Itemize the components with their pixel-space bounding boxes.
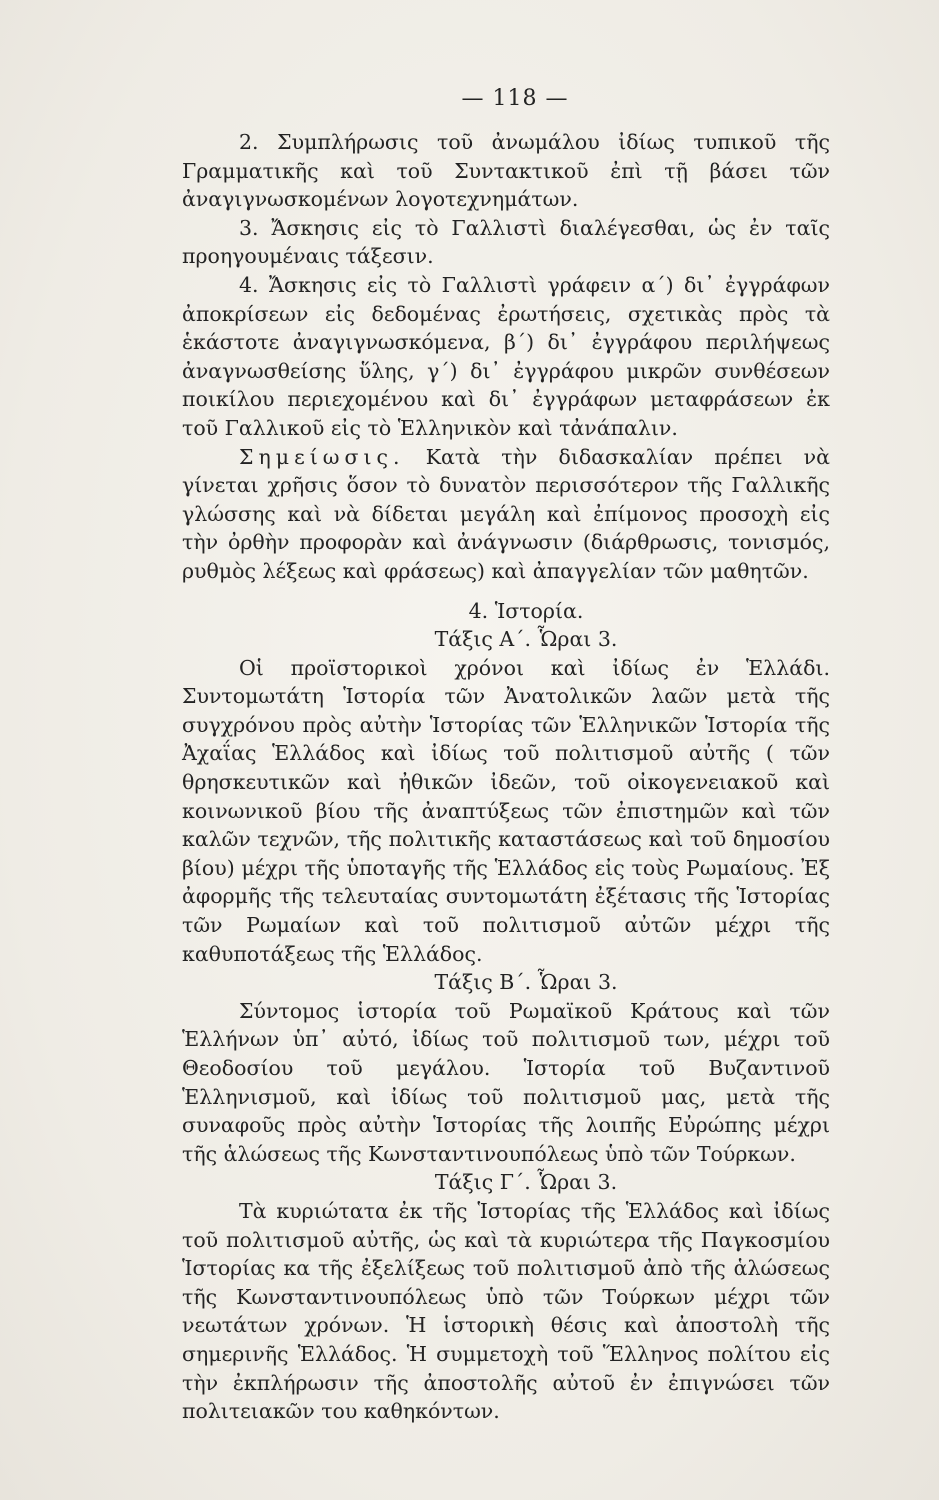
list-item-4: 4. Ἄσκησις εἰς τὸ Γαλλιστὶ γράφειν α΄) δι᾽ ἐγγράφων ἀποκρίσεων εἰς δεδομένας ἐρωτήσεις, σχετικὰς πρὸς τὰ ἑκάστοτε ἀναγιγνωσκόμενα, β΄) δι᾽ ἐγγράφου περιλήψεως ἀναγνωσθείσης ὕλης, γ΄) δι᾽ ἐγγράφου μικρῶν συνθέσεων ποικίλου περιεχομένου καὶ δι᾽ ἐγγράφων μεταφράσεων ἐκ τοῦ Γαλλικοῦ εἰς τὸ Ἑλληνικὸν καὶ τἀνάπαλιν. bbox=[182, 272, 830, 440]
class-b-heading: Τάξις Β΄. Ὧραι 3. bbox=[434, 970, 618, 995]
note-label: Σημείωσις. bbox=[239, 444, 405, 469]
note-text: Κατὰ τὴν διδασκαλίαν πρέπει νὰ γίνεται χρῆσις ὅσον τὸ δυνατὸν περισσότερον τῆς Γαλλικῆς γλώσσης καὶ νὰ δίδεται μεγάλη καὶ ἐπίμονος προσοχὴ εἰς τὴν ὀρθὴν προφορὰν καὶ ἀνάγνωσιν (διάρθρωσις, τονισμός, ρυθμὸς λέξεως καὶ φράσεως) καὶ ἀπαγγελίαν τῶν μαθητῶν. bbox=[182, 444, 830, 583]
page-number: — 118 — bbox=[461, 86, 569, 111]
list-item-3: 3. Ἄσκησις εἰς τὸ Γαλλιστὶ διαλέγεσθαι, ὡς ἐν ταῖς προηγουμέναις τάξεσιν. bbox=[182, 215, 830, 269]
note-paragraph bbox=[182, 443, 830, 586]
list-item-2: 2. Συμπλήρωσις τοῦ ἀνωμάλου ἰδίως τυπικοῦ τῆς Γραμματικῆς καὶ τοῦ Συντακτικοῦ ἐπὶ τῇ βάσει τῶν ἀναγιγνωσκομένων λογοτεχνημάτων. bbox=[182, 130, 830, 212]
page-body bbox=[182, 128, 830, 1426]
class-c-heading: Τάξις Γ΄. Ὧραι 3. bbox=[434, 1170, 618, 1195]
class-c-text: Τὰ κυριώτατα ἐκ τῆς Ἱστορίας τῆς Ἑλλάδος καὶ ἰδίως τοῦ πολιτισμοῦ αὐτῆς, ὡς καὶ τὰ κυριώτερα τῆς Παγκοσμίου Ἱστορίας κα τῆς ἐξελίξεως τοῦ πολιτισμοῦ ἀπὸ τῆς ἁλώσεως τῆς Κωνσταντινουπόλεως ὑπὸ τῶν Τούρκων μέχρι τῶν νεωτάτων χρόνων. Ἡ ἱστορικὴ θέσις καὶ ἀποστολὴ τῆς σημερινῆς Ἑλλάδος. Ἡ συμμετοχὴ τοῦ Ἕλληνος πολίτου εἰς τὴν ἐκπλήρωσιν τῆς ἀποστολῆς αὐτοῦ ἐν ἐπιγνώσει τῶν πολιτειακῶν του καθηκόντων. bbox=[182, 1198, 830, 1424]
class-b-text: Σύντομος ἱστορία τοῦ Ρωμαϊκοῦ Κράτους καὶ τῶν Ἑλλήνων ὑπ᾽ αὐτό, ἰδίως τοῦ πολιτισμοῦ των, μέχρι τοῦ Θεοδοσίου τοῦ μεγάλου. Ἱστορία τοῦ Βυζαντινοῦ Ἑλληνισμοῦ, καὶ ἰδίως τοῦ πολιτισμοῦ μας, μετὰ τῆς συναφοῦς πρὸς αὐτὴν Ἱστορίας τῆς λοιπῆς Εὐρώπης μέχρι τῆς ἁλώσεως τῆς Κωνσταντινουπόλεως ὑπὸ τῶν Τούρκων. bbox=[182, 998, 830, 1166]
class-a-text: Οἱ προϊστορικοὶ χρόνοι καὶ ἰδίως ἐν Ἑλλάδι. Συντομωτάτη Ἱστορία τῶν Ἀνατολικῶν λαῶν μετὰ τῆς συγχρόνου πρὸς αὐτὴν Ἱστορίας τῶν Ἑλληνικῶν Ἱστορία τῆς Ἀχαΐας Ἑλλάδος καὶ ἰδίως τοῦ πολιτισμοῦ αὐτῆς ( τῶν θρησκευτικῶν καὶ ἠθικῶν ἰδεῶν, τοῦ οἰκογενειακοῦ καὶ κοινωνικοῦ βίου τῆς ἀναπτύξεως τῶν ἐπιστημῶν καὶ τῶν καλῶν τεχνῶν, τῆς πολιτικῆς καταστάσεως καὶ τοῦ δημοσίου βίου) μέχρι τῆς ὑποταγῆς τῆς Ἑλλάδος εἰς τοὺς Ρωμαίους. Ἐξ ἀφορμῆς τῆς τελευταίας συντομωτάτη ἐξέτασις τῆς Ἱστορίας τῶν Ρωμαίων καὶ τοῦ πολιτισμοῦ αὐτῶν μέχρι τῆς καθυποτάξεως τῆς Ἑλλάδος. bbox=[182, 655, 830, 966]
class-a-heading: Τάξις Α΄. Ὧραι 3. bbox=[434, 627, 618, 652]
section-title: 4. Ἱστορία. bbox=[468, 598, 584, 623]
